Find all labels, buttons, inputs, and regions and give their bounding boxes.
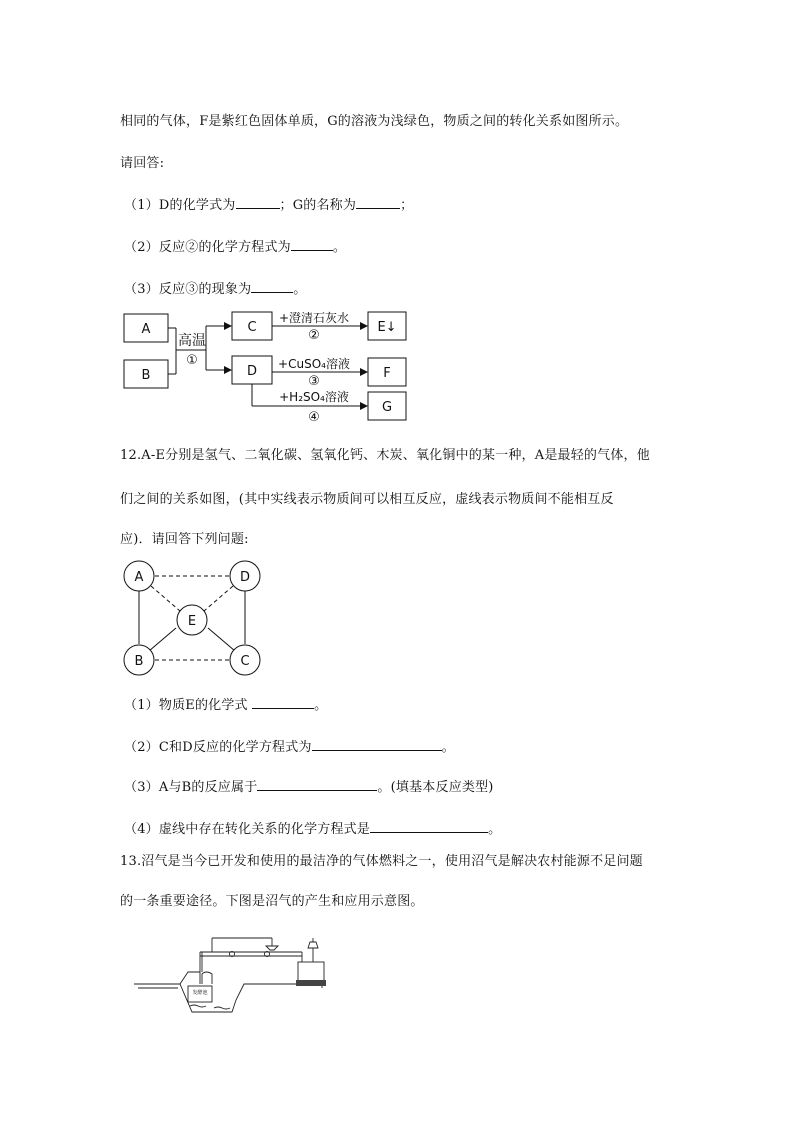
q13-stem-line-1: 13.沼气是当今已开发和使用的最洁净的气体燃料之一，使用沼气是解决农村能源不足问题 bbox=[120, 854, 643, 869]
lamp-icon bbox=[308, 942, 318, 948]
fermentation-tank-label: 发酵池 bbox=[192, 990, 208, 996]
q12-subquestion-3: （3）A与B的反应属于 。(填基本反应类型) bbox=[124, 780, 494, 795]
answer-blank[interactable] bbox=[257, 778, 377, 791]
q12-stem-line-2: 们之间的关系如图，(其中实线表示物质间可以相互反应，虚线表示物质间不能相互反 bbox=[120, 492, 614, 507]
q12-subquestion-4: （4）虚线中存在转化关系的化学方程式是 。 bbox=[124, 822, 502, 837]
q11-flow-diagram bbox=[118, 308, 418, 426]
q12-stem-line-3: 应)．请回答下列问题: bbox=[120, 532, 249, 547]
box-a-label: A bbox=[141, 322, 151, 337]
q12-relation-diagram bbox=[118, 560, 268, 678]
node-c-label: C bbox=[240, 654, 250, 669]
q11-prompt: 请回答: bbox=[120, 156, 165, 171]
q12-subquestion-1: （1）物质E的化学式 。 bbox=[124, 698, 328, 713]
condition-2-number: ② bbox=[308, 328, 320, 343]
box-e-label: E↓ bbox=[377, 320, 397, 335]
condition-4-label: +H₂SO₄溶液 bbox=[279, 390, 349, 404]
answer-blank[interactable] bbox=[291, 238, 333, 251]
box-d-label: D bbox=[246, 364, 258, 379]
q12-stem-line-1: 12.A-E分别是氢气、二氧化碳、氢氧化钙、木炭、氧化铜中的某一种，A是最轻的气体，他 bbox=[120, 448, 650, 463]
q11-intro: 相同的气体，F是紫红色固体单质，G的溶液为浅绿色，物质之间的转化关系如图所示。 bbox=[120, 114, 629, 129]
condition-4-number: ④ bbox=[308, 410, 320, 425]
fermentation-tank bbox=[180, 972, 200, 984]
node-b-label: B bbox=[134, 654, 144, 669]
answer-blank[interactable] bbox=[370, 820, 488, 833]
box-c-label: C bbox=[247, 320, 257, 335]
answer-blank[interactable] bbox=[236, 196, 280, 209]
stove-base bbox=[296, 980, 326, 986]
node-a-label: A bbox=[134, 570, 144, 585]
node-e-label: E bbox=[187, 614, 197, 629]
q13-stem-line-2: 的一条重要途径。下图是沼气的产生和应用示意图。 bbox=[120, 894, 424, 909]
q11-subquestion-3: （3）反应③的现象为 。 bbox=[124, 282, 307, 297]
condition-2-label: +澄清石灰水 bbox=[278, 311, 350, 325]
condition-1-label: 高温 bbox=[178, 333, 206, 349]
condition-3-label: +CuSO₄溶液 bbox=[278, 357, 350, 371]
answer-blank[interactable] bbox=[356, 196, 400, 209]
biogas-schematic bbox=[132, 928, 332, 1020]
box-b-label: B bbox=[141, 368, 151, 383]
answer-blank[interactable] bbox=[312, 738, 442, 751]
answer-blank[interactable] bbox=[252, 696, 314, 709]
condition-3-number: ③ bbox=[308, 374, 320, 389]
node-d-label: D bbox=[239, 570, 251, 585]
q11-subquestion-1: （1）D的化学式为 ；G的名称为 ； bbox=[124, 198, 414, 213]
q11-subquestion-2: （2）反应②的化学方程式为 。 bbox=[124, 240, 347, 255]
shower-head-icon bbox=[266, 946, 278, 950]
answer-blank[interactable] bbox=[251, 280, 293, 293]
condition-1-number: ① bbox=[186, 353, 198, 368]
box-g-label: G bbox=[381, 400, 393, 415]
q12-subquestion-2: （2）C和D反应的化学方程式为 。 bbox=[124, 740, 455, 755]
box-f-label: F bbox=[383, 366, 391, 381]
